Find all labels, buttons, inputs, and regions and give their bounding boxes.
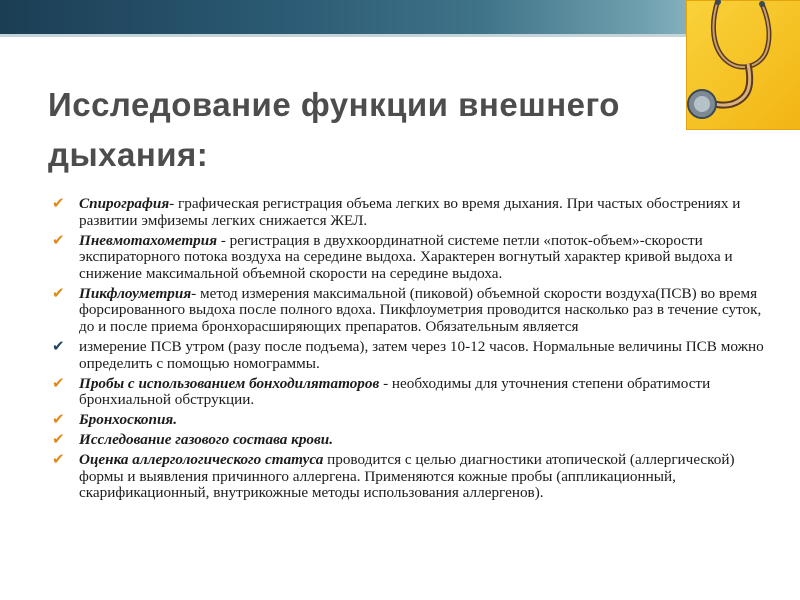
item-text: проводится с целью диагностики атопической (аллергической) формы и выявления причинного аллергена. Применяются кожные пробы (аппликационный, скарификационный, внутрикожные методы использования аллергенов).: [79, 451, 735, 502]
item-term: Исследование газового состава крови.: [79, 431, 334, 449]
item-text: - метод измерения максимальной (пиковой) объемной скорости воздуха(ПСВ) во время форсированного выдоха после полного вдоха. Пикфлоуметрия проводится насколько раз в течение суток, до и после приема бронхорасширяющих препаратов. Обязательным является: [79, 284, 762, 335]
title-line-2: дыхания:: [48, 136, 209, 173]
list-item: [48, 376, 768, 409]
item-text: - необходимы для уточнения степени обратимости бронхиальной обструкции.: [79, 374, 711, 409]
item-text: - графическая регистрация объема легких во время дыхания. При частых обострениях и развитии эмфиземы легких снижается ЖЕЛ.: [79, 195, 741, 229]
item-term: Бронхоскопия.: [79, 411, 178, 429]
checkmark-icon: ✔: [52, 196, 65, 212]
checkmark-icon: ✔: [52, 432, 65, 449]
list-item: [48, 452, 768, 502]
checkmark-icon: ✔: [52, 285, 65, 302]
list-item: [48, 233, 768, 283]
item-text: - регистрация в двухкоординатной системе петли «поток-объем»-скорости экспираторного потока воздуха на середине выдоха. Характерен вогнутый характер кривой выдоха и снижение максимальной объемной скорости на середине выдоха.: [79, 231, 733, 282]
list-item: [48, 286, 768, 336]
item-term: Пневмотахометрия: [79, 231, 218, 249]
list-item: [48, 412, 768, 429]
checkmark-icon: ✔: [52, 412, 65, 429]
item-term: Пробы с использованием бонходилятаторов: [79, 374, 380, 392]
checkmark-icon: ✔: [52, 338, 65, 355]
bullet-list: [48, 196, 768, 505]
checkmark-icon: ✔: [52, 452, 65, 469]
item-term: Спирография: [79, 195, 170, 212]
list-item: [48, 339, 768, 372]
item-text: измерение ПСВ утром (разу после подъема), затем через 10-12 часов. Нормальные величины ПСВ можно определить с помощью номограммы.: [79, 337, 764, 372]
checkmark-icon: ✔: [52, 232, 65, 249]
list-item: [48, 196, 768, 229]
page-title: [48, 80, 748, 180]
title-line-1: Исследование функции внешнего: [48, 86, 620, 123]
item-term: Оценка аллергологического статуса: [79, 451, 324, 469]
checkmark-icon: ✔: [52, 375, 65, 392]
item-term: Пикфлоуметрия: [79, 284, 192, 302]
list-item: [48, 432, 768, 449]
